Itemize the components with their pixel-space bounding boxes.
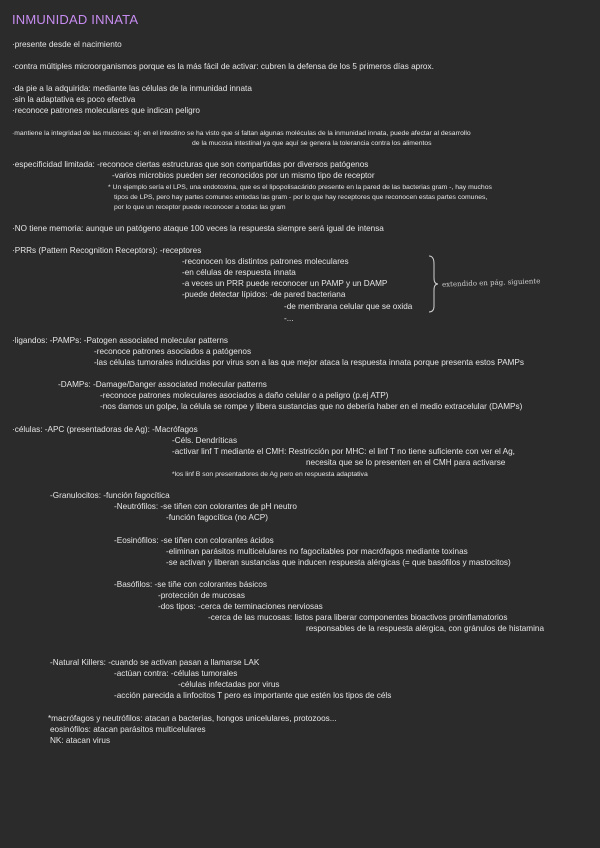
note-line: -activar linf T mediante el CMH: Restricción por MHC: el linf T no tiene suficiente con ver el Ag,: [172, 447, 515, 456]
note-line: ·NO tiene memoria: aunque un patógeno ataque 100 veces la respuesta siempre será igual de intensa: [12, 224, 384, 233]
note-line: ·presente desde el nacimiento: [12, 40, 122, 49]
note-line: -a veces un PRR puede reconocer un PAMP y un DAMP: [182, 279, 388, 288]
note-line: -cerca de las mucosas: listos para liberar componentes bioactivos proinflamatorios: [208, 613, 508, 622]
note-line: -Basófilos: -se tiñe con colorantes básicos: [114, 580, 267, 589]
note-line: -dos tipos: -cerca de terminaciones nerviosas: [158, 602, 323, 611]
note-line: -...: [284, 314, 294, 323]
note-line: -puede detectar lípidos: -de pared bacteriana: [182, 290, 346, 299]
note-line: -actúan contra: -células tumorales: [114, 669, 238, 678]
note-line: ·células: -APC (presentadoras de Ag): -Macrófagos: [12, 425, 198, 434]
note-line: *macrófagos y neutrófilos: atacan a bacterias, hongos unicelulares, protozoos...: [48, 714, 337, 723]
note-line: ·reconoce patrones moleculares que indican peligro: [12, 106, 200, 115]
note-line: -reconocen los distintos patrones moleculares: [182, 257, 349, 266]
note-line: NK: atacan virus: [50, 736, 111, 745]
note-line: ·ligandos: -PAMPs: -Patogen associated molecular patterns: [12, 336, 229, 345]
note-line: responsables de la respuesta alérgica, con gránulos de histamina: [306, 624, 545, 633]
note-line: -en células de respuesta innata: [182, 268, 296, 277]
note-line: tipos de LPS, pero hay partes comunes entodas las gram - por lo que hay receptores que reconocen estas partes comunes,: [114, 194, 488, 201]
note-line: por lo que un receptor puede reconocer a todas las gram: [114, 204, 286, 211]
note-line: -se activan y liberan sustancias que inducen respuesta alérgicas (= que basófilos y mastocitos): [166, 558, 511, 567]
note-line: -Natural Killers: -cuando se activan pasan a llamarse LAK: [50, 658, 260, 667]
note-line: -Eosinófilos: -se tiñen con colorantes ácidos: [114, 536, 274, 545]
note-line: eosinófilos: atacan parásitos multicelulares: [50, 725, 206, 734]
note-line: -acción parecida a linfocitos T pero es importante que estén los tipos de céls: [114, 691, 392, 700]
note-line: ·PRRs (Pattern Recognition Receptors): -receptores: [12, 246, 202, 255]
note-line: ·sin la adaptativa es poco efectiva: [12, 95, 136, 104]
note-line: * Un ejemplo sería el LPS, una endotoxina, que es el lipopolisacárido presente en la pared de las bacterias gram -, hay muchos: [108, 184, 492, 191]
note-line: -nos damos un golpe, la célula se rompe y libera sustancias que no debería haber en el medio extracelular (DAMPs): [100, 402, 523, 411]
note-line: -eliminan parásitos multicelulares no fagocitables por macrófagos mediante toxinas: [166, 547, 468, 556]
note-line: -reconoce patrones asociados a patógenos: [94, 347, 252, 356]
note-line: -las células tumorales inducidas por virus son a las que mejor ataca la respuesta innata porque presenta estos PAMPs: [94, 358, 524, 367]
note-line: de la mucosa intestinal ya que aquí se genera la tolerancia contra los alimentos: [192, 140, 432, 147]
note-line: -Granulocitos: -función fagocítica: [50, 491, 170, 500]
handwritten-note: extendido en pág. siguiente: [441, 277, 541, 289]
note-line: ·contra múltiples microorganismos porque es la más fácil de activar: cubren la defensa de los 5 primeros días aprox.: [12, 62, 434, 71]
note-line: -función fagocítica (no ACP): [166, 513, 268, 522]
brace-decoration: [426, 254, 440, 314]
note-line: ·da pie a la adquirida: mediante las células de la inmunidad innata: [12, 84, 252, 93]
page-title: INMUNIDAD INNATA: [12, 12, 139, 27]
note-line: -protección de mucosas: [158, 591, 245, 600]
note-line: *los linf B son presentadores de Ag pero en respuesta adaptativa: [172, 471, 368, 478]
note-line: -Neutrófilos: -se tiñen con colorantes de pH neutro: [114, 502, 297, 511]
note-line: ·especificidad limitada: -reconoce ciertas estructuras que son compartidas por diversos patógenos: [12, 160, 369, 169]
note-line: -células infectadas por virus: [178, 680, 280, 689]
note-line: necesita que se lo presenten en el CMH para activarse: [306, 458, 506, 467]
note-line: -varios microbios pueden ser reconocidos por un mismo tipo de receptor: [112, 171, 375, 180]
note-line: ·mantiene la integridad de las mucosas: ej: en el intestino se ha visto que si faltan algunas moléculas de la inmunidad innata, puede afectar al desarrollo: [12, 130, 471, 137]
note-line: -de membrana celular que se oxida: [284, 302, 413, 311]
note-line: -reconoce patrones moleculares asociados a daño celular o a peligro (p.ej ATP): [100, 391, 389, 400]
note-line: -Céls. Dendríticas: [172, 436, 238, 445]
note-line: -DAMPs: -Damage/Danger associated molecular patterns: [58, 380, 267, 389]
